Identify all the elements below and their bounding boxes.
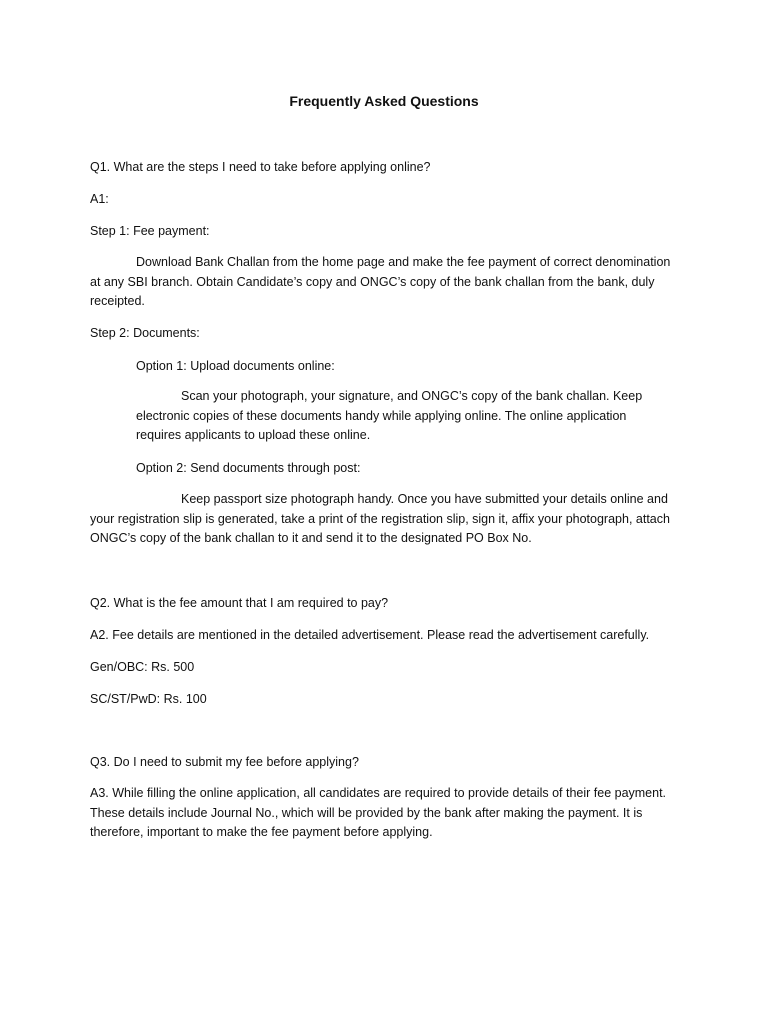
step2-heading: Step 2: Documents:	[90, 326, 200, 340]
q3-answer: A3. While filling the online application, all candidates are required to provide details of their fee payment. These details include Journal No., which will be provided by the bank after making the payment. It is therefore, important to make the fee payment before applying.	[90, 786, 667, 839]
fee-general: Gen/OBC: Rs. 500	[90, 660, 195, 674]
option1-heading: Option 1: Upload documents online:	[136, 359, 335, 373]
q2-question: Q2. What is the fee amount that I am required to pay?	[90, 596, 389, 610]
fee-reserved: SC/ST/PwD: Rs. 100	[90, 692, 207, 706]
option1-paragraph: Scan your photograph, your signature, and ONGC’s copy of the bank challan. Keep electronic copies of these documents handy while applying online. The online application requires applicants to upload these online.	[136, 389, 643, 442]
q3-question: Q3. Do I need to submit my fee before applying?	[90, 755, 359, 769]
step1-paragraph: Download Bank Challan from the home page and make the fee payment of correct denomination at any SBI branch. Obtain Candidate’s copy and ONGC’s copy of the bank challan from the bank, duly receipted.	[90, 255, 671, 308]
q1-question: Q1. What are the steps I need to take before applying online?	[90, 160, 431, 174]
q1-answer-label: A1:	[90, 192, 109, 206]
q2-answer: A2. Fee details are mentioned in the detailed advertisement. Please read the advertisement carefully.	[90, 628, 650, 642]
step1-heading: Step 1: Fee payment:	[90, 224, 210, 238]
option2-heading: Option 2: Send documents through post:	[136, 461, 361, 475]
page-title: Frequently Asked Questions	[289, 93, 479, 109]
option2-paragraph: Keep passport size photograph handy. Once you have submitted your details online and your registration slip is generated, take a print of the registration slip, sign it, affix your photograph, attach ONGC’s copy of the bank challan to it and send it to the designated PO Box No.	[90, 492, 670, 545]
